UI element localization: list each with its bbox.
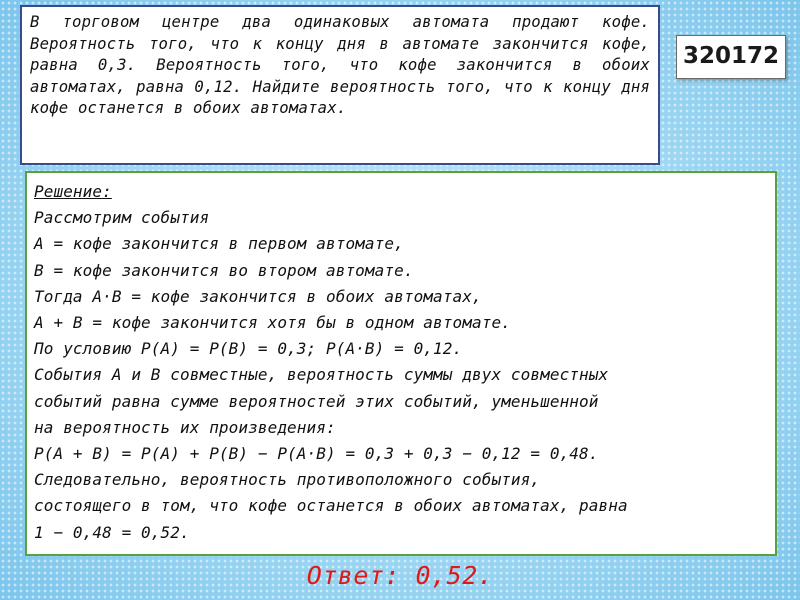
solution-heading: Решение:	[34, 182, 112, 201]
solution-line: A + B = кофе закончится хотя бы в одном автомате.	[34, 313, 511, 333]
problem-statement: В торговом центре два одинаковых автомата продают кофе. Вероятность того, что к концу дня в автомате закончится кофе, равна 0,3. Вероятность того, что кофе закончится в обоих автоматах, равна 0,12. Найдите вероятность того, что к концу дня кофе останется в обоих автоматах.	[20, 5, 660, 165]
solution-line: А = кофе закончится в первом автомате,	[34, 234, 404, 254]
solution-line: Рассмотрим события	[34, 208, 210, 228]
solution-line: событий равна сумме вероятностей этих событий, уменьшенной	[34, 391, 599, 411]
solution-line: P(A + B) = P(A) + P(B) − P(A·B) = 0,3 + 0,3 − 0,12 = 0,48.	[34, 444, 599, 464]
solution-panel	[25, 171, 777, 556]
problem-id-badge: 320172	[676, 35, 786, 79]
solution-line: Следовательно, вероятность противоположного события,	[34, 470, 541, 490]
solution-line: на вероятность их произведения:	[34, 417, 336, 437]
answer-text: Ответ: 0,52.	[306, 561, 494, 590]
solution-line: По условию P(A) = P(B) = 0,3; P(A·B) = 0,12.	[34, 339, 463, 359]
solution-line: События A и B совместные, вероятность суммы двух совместных	[34, 365, 609, 385]
solution-line: Тогда A·B = кофе закончится в обоих автоматах,	[34, 286, 482, 306]
solution-line: 1 − 0,48 = 0,52.	[34, 522, 190, 542]
solution-line: состоящего в том, что кофе останется в обоих автоматах, равна	[34, 496, 628, 516]
solution-line: В = кофе закончится во втором автомате.	[34, 260, 414, 280]
